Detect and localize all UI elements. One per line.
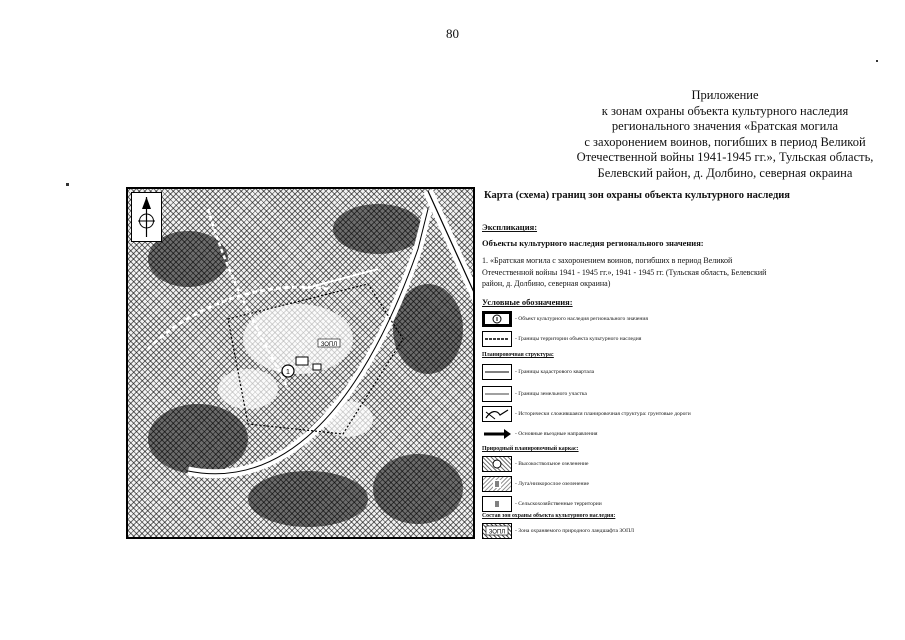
explication-heading: Экспликация:: [482, 222, 538, 232]
legend-item-label: - Объект культурного наследия регионального значения: [515, 316, 648, 322]
natural-frame-heading: Природный планировочный каркас:: [482, 446, 579, 452]
map-drawing: [128, 189, 475, 539]
building: [313, 364, 321, 370]
object-description: 1. «Братская могила с захоронением воинов, погибших в период Великой Отечественной войны 1941 - 1945 гг.», 1941 - 1945 гг. (Тульская область, Белевский район, д. Долбино, северная окраина): [482, 256, 767, 288]
page-number: 80: [446, 26, 459, 41]
legend-row: [482, 331, 641, 347]
conventions-heading: Условные обозначения:: [482, 297, 573, 307]
legend-title: Карта (схема) границ зон охраны объекта культурного наследия: [484, 190, 790, 201]
legend-row: [482, 386, 587, 402]
appendix-line: к зонам охраны объекта культурного наследия: [601, 103, 849, 118]
planning-heading: Планировочная структура:: [482, 352, 554, 358]
legend-item-label: - Высокоствольное озеленение: [515, 461, 589, 467]
legend-row: [482, 311, 648, 327]
appendix-line: регионального значения «Братская могила: [611, 119, 839, 134]
zone-label: ЗОПЛ: [320, 342, 338, 348]
legend-item-label: - Границы территории объекта культурного наследия: [515, 336, 642, 342]
zopl-symbol-label: ЗОПЛ: [488, 529, 506, 536]
legend-row: [482, 523, 634, 539]
legend-item-label: - Сельскохозяйственные территории: [515, 501, 602, 507]
land-plot-boundary-icon: [482, 386, 512, 402]
legend-item-label: - Зона охраняемого природного ландшафта ЗОПЛ: [515, 528, 635, 534]
legend-item-label: - Луга/низкорослое озеленение: [515, 481, 589, 487]
legend-item-label: - Границы кадастрового квартала: [515, 369, 595, 375]
object-marker-number: 1: [286, 369, 290, 376]
north-arrow-icon: [131, 192, 162, 242]
appendix-line: Приложение: [691, 88, 759, 102]
cadastral-boundary-icon: [482, 364, 512, 380]
zopl-zone-icon: [482, 523, 512, 539]
legend-row: [482, 364, 594, 380]
legend-row: [482, 406, 691, 422]
entry-direction-arrow-icon: [482, 426, 512, 442]
zones-heading: Состав зон охраны объекта культурного наследия:: [482, 513, 616, 519]
legend-row: [482, 496, 602, 512]
stray-mark-right: [876, 60, 878, 62]
legend-item-label: - Основные въездные направления: [515, 431, 598, 437]
object-symbol-icon: [482, 311, 512, 327]
building: [296, 357, 308, 365]
legend-row: [482, 476, 589, 492]
objects-heading: Объекты культурного наследия регионального значения:: [482, 238, 704, 248]
dirt-road-icon: [482, 406, 512, 422]
territory-boundary-icon: [482, 331, 512, 347]
tall-greenery-icon: [482, 456, 512, 472]
agricultural-icon: [482, 496, 512, 512]
stray-mark-left: [66, 183, 69, 186]
appendix-header: [520, 88, 905, 182]
map-clearings: [218, 304, 373, 437]
legend-item-label: - Исторически сложившаяся планировочная структура: грунтовые дороги: [515, 411, 691, 417]
legend-row: [482, 426, 597, 442]
legend: [482, 190, 792, 536]
appendix-line: Белевский район, д. Долбино, северная окраина: [597, 165, 853, 180]
legend-item-label: - Границы земельного участка: [515, 391, 587, 397]
meadow-icon: [482, 476, 512, 492]
appendix-line: с захоронением воинов, погибших в период Великой: [584, 134, 866, 149]
map-image: [126, 187, 475, 539]
legend-row: [482, 456, 588, 472]
appendix-line: Отечественной войны 1941-1945 гг.», Тульская область,: [576, 150, 874, 165]
